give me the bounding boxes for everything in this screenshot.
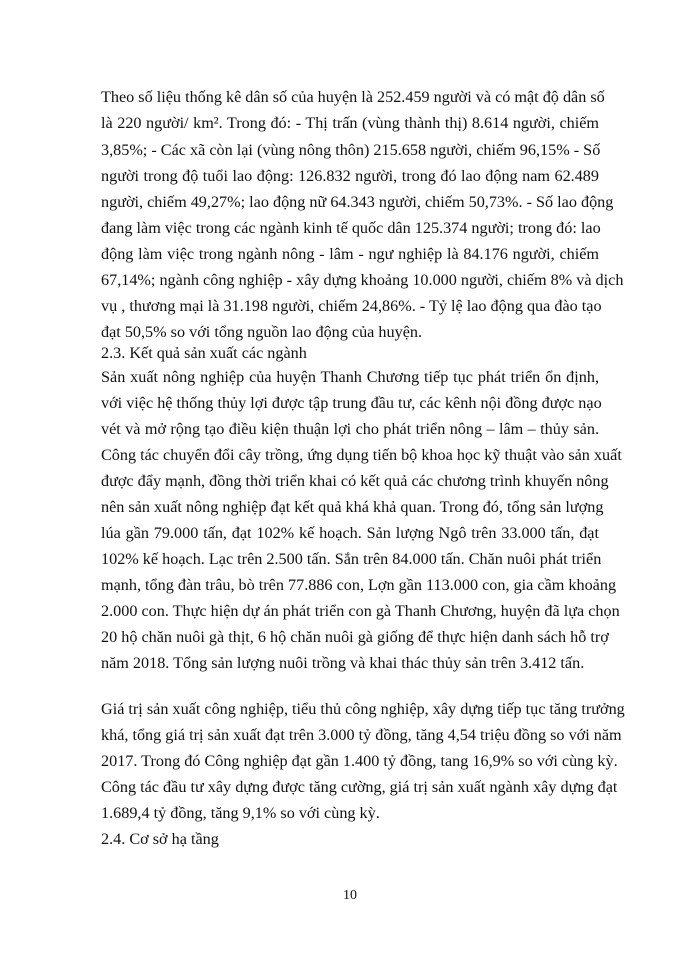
text-line: 67,14%; ngành công nghiệp - xây dựng khoảng 10.000 người, chiếm 8% và dịch	[101, 271, 624, 289]
text-line: nên sản xuất nông nghiệp đạt kết quả khá khả quan. Trong đó, tổng sản lượng	[101, 498, 604, 516]
text-line: động làm việc trong ngành nông - lâm - ngư nghiệp là 84.176 người, chiếm	[101, 245, 599, 263]
text-line: Theo số liệu thống kê dân số của huyện là 252.459 người và có mật độ dân số	[101, 88, 605, 106]
text-line: vét và mở rộng tạo điều kiện thuận lợi cho phát triển nông – lâm – thủy sản.	[101, 420, 599, 438]
text-line: với việc hệ thống thủy lợi được tập trung đầu tư, các kênh nội đồng được nạo	[101, 394, 602, 412]
text-line: đạt 50,5% so với tổng nguồn lao động của huyện.	[101, 323, 423, 341]
text-line: đang làm việc trong các ngành kinh tế quốc dân 125.374 người; trong đó: lao	[101, 219, 601, 237]
text-line: khá, tổng giá trị sản xuất đạt trên 3.000 tỷ đồng, tăng 4,54 triệu đồng so với năm	[101, 726, 622, 744]
text-line: 3,85%; - Các xã còn lại (vùng nông thôn) 215.658 người, chiếm 96,15% - Số	[101, 141, 601, 159]
text-line: Giá trị sản xuất công nghiệp, tiểu thủ công nghiệp, xây dựng tiếp tục tăng trưởng	[101, 700, 625, 718]
text-line: 102% kế hoạch. Lạc trên 2.500 tấn. Sắn trên 84.000 tấn. Chăn nuôi phát triển	[101, 550, 602, 568]
text-line: Công tác chuyển đổi cây trồng, ứng dụng tiến bộ khoa học kỹ thuật vào sản xuất	[101, 446, 622, 464]
text-line: 2017. Trong đó Công nghiệp đạt gần 1.400 tỷ đồng, tang 16,9% so với cùng kỳ.	[101, 752, 618, 770]
page-number: 10	[343, 888, 357, 903]
text-line: được đẩy mạnh, đồng thời triển khai có kết quả các chương trình khuyến nông	[101, 472, 609, 490]
text-line: lúa gần 79.000 tấn, đạt 102% kế hoạch. Sản lượng Ngô trên 33.000 tấn, đạt	[101, 524, 599, 542]
text-line: người trong độ tuổi lao động: 126.832 người, trong đó lao động nam 62.489	[101, 167, 599, 185]
text-line: Sản xuất nông nghiệp của huyện Thanh Chương tiếp tục phát triển ổn định,	[101, 368, 599, 386]
text-line: mạnh, tổng đàn trâu, bò trên 77.886 con, Lợn gần 113.000 con, gia cầm khoảng	[101, 576, 617, 594]
text-line: 20 hộ chăn nuôi gà thịt, 6 hộ chăn nuôi gà giống để thực hiện danh sách hỗ trợ	[101, 628, 609, 646]
text-line: Công tác đầu tư xây dựng được tăng cường, giá trị sản xuất ngành xây dựng đạt	[101, 778, 618, 796]
text-line: 1.689,4 tỷ đồng, tăng 9,1% so với cùng kỳ.	[101, 804, 380, 822]
text-line: vụ , thương mại là 31.198 người, chiếm 24,86%. - Tỷ lệ lao động qua đào tạo	[101, 297, 602, 315]
section-heading-2-3: 2.3. Kết quả sản xuất các ngành	[101, 344, 307, 362]
text-line: là 220 người/ km². Trong đó: - Thị trấn (vùng thành thị) 8.614 người, chiếm	[101, 114, 599, 132]
section-heading-2-4: 2.4. Cơ sở hạ tầng	[101, 830, 219, 848]
text-line: 2.000 con. Thực hiện dự án phát triển con gà Thanh Chương, huyện đã lựa chọn	[101, 602, 620, 620]
text-line: năm 2018. Tổng sản lượng nuôi trồng và khai thác thủy sản trên 3.412 tấn.	[101, 654, 585, 672]
text-line: người, chiếm 49,27%; lao động nữ 64.343 người, chiếm 50,73%. - Số lao động	[101, 193, 614, 211]
